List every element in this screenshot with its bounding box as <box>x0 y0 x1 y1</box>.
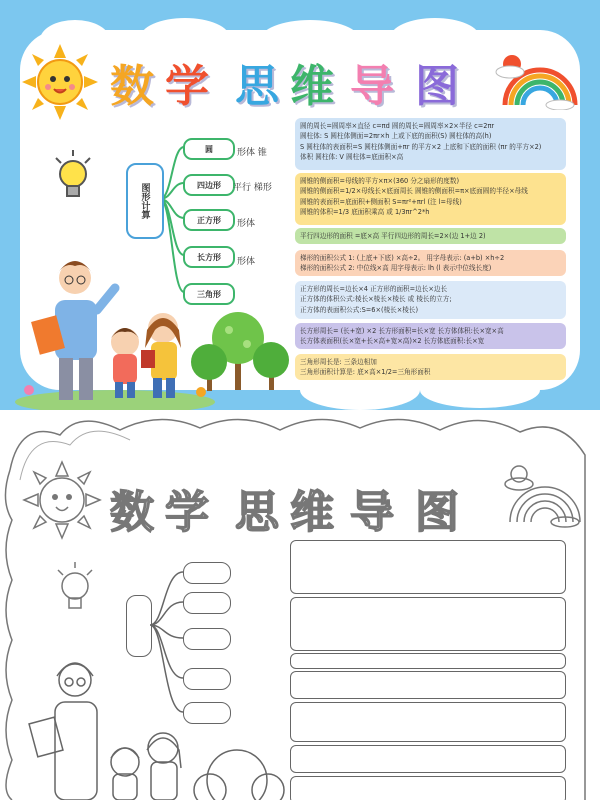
mindmap-node: 长方形 <box>183 246 235 268</box>
mindmap-node-blank <box>183 628 231 650</box>
title-char: 导 <box>350 61 394 112</box>
title-char: 图 <box>415 487 459 538</box>
title-char: 图 <box>415 61 459 112</box>
mindmap-root: 图形计算 <box>126 163 164 239</box>
rainbow-icon <box>490 50 580 110</box>
title-char: 维 <box>290 61 334 112</box>
mindmap-node: 圆 <box>183 138 235 160</box>
formula-box-rectangle: 长方形周长= (长+宽) ×2 长方形面积=长×宽 长方体体积:长×宽×高 长方体表面积(长×宽+长×高+宽×高)×2 长方体底面积:长×宽 <box>295 323 566 349</box>
formula-box-parallelogram: 平行四边形的面积 =底×高 平行四边形的周长=2×(边 1+边 2) <box>295 228 566 244</box>
coloring-outline <box>0 410 600 800</box>
people-outline-illustration <box>15 650 195 800</box>
title-char: 数 <box>110 487 154 538</box>
blank-box <box>290 702 566 742</box>
title-char: 思 <box>235 61 279 112</box>
formula-box-square: 正方形的周长=边长×4 正方形的面积=边长×边长 正方体的体积公式:棱长×棱长×棱长 或 棱长的立方; 正方体的表面积公式:S=6×(棱长×棱长) <box>295 281 566 319</box>
mindmap-node: 四边形 <box>183 174 235 196</box>
lightbulb-outline-icon <box>50 560 100 616</box>
mindmap-node: 正方形 <box>183 209 235 231</box>
title-char: 学 <box>165 61 209 112</box>
blank-box <box>290 540 566 594</box>
mindmap-note: 平行 梯形 <box>233 183 272 193</box>
mindmap-node: 三角形 <box>183 283 235 305</box>
formula-box-triangle: 三角形周长是: 三条边相加 三角形面积计算是: 底×高×1/2=三角形面积 <box>295 354 566 380</box>
mindmap-note: 形体 锥 <box>237 148 267 158</box>
formula-box-circle: 圆的周长=圆周率×直径 c=πd 圆的周长=圆周率×2×半径 c=2πr 圆柱体: S 圆柱体侧面=2πr×h 上或下底的面积(S) 圆柱体的高(h) S 圆柱体的表面积=S 圆柱体侧面+πr 的平方×2 上底和下底的面积 (πr 的平方×2) 体积 圆柱体: V 圆柱体=底面积×高 <box>295 118 566 170</box>
sun-icon <box>20 42 100 122</box>
mindmap-note: 形体 <box>237 219 256 229</box>
blank-box <box>290 653 566 669</box>
sun-outline-icon <box>22 460 102 540</box>
blank-box <box>290 745 566 773</box>
mindmap-note: 形体 <box>237 257 256 267</box>
title-char: 数 <box>110 61 154 112</box>
formula-box-trapezoid: 梯形的面积公式 1: (上底+下底) ×高÷2。 用字母表示: (a+b) ×h÷2 梯形的面积公式 2: 中位线×高 用字母表示: lh (l 表示中位线长度) <box>295 250 566 276</box>
title-char: 学 <box>165 487 209 538</box>
rainbow-outline-icon <box>495 462 585 532</box>
title-char: 思 <box>235 487 279 538</box>
lightbulb-icon <box>48 148 98 204</box>
mindmap-node-blank <box>183 592 231 614</box>
blank-box <box>290 597 566 651</box>
blank-box <box>290 776 566 800</box>
tree-outline-illustration <box>190 745 285 800</box>
formula-box-cone: 圆锥的侧面积=母线的平方×π×(360 分之扇形的度数) 圆锥的侧面积=1/2×母线长×底面周长 圆锥的侧面积=π×底面圆的半径×母线 圆锥的表面积=底面积+侧面积 S=πr²+πrl (注 l=母线) 圆锥的体积=1/3 底面积乘高 或 1/3πr^2*h <box>295 173 566 225</box>
title-char: 导 <box>350 487 394 538</box>
mindmap-root-outline <box>126 595 152 657</box>
mindmap-node-blank <box>183 562 231 584</box>
trees-illustration <box>185 300 295 395</box>
title-char: 维 <box>290 487 334 538</box>
blank-box <box>290 671 566 699</box>
